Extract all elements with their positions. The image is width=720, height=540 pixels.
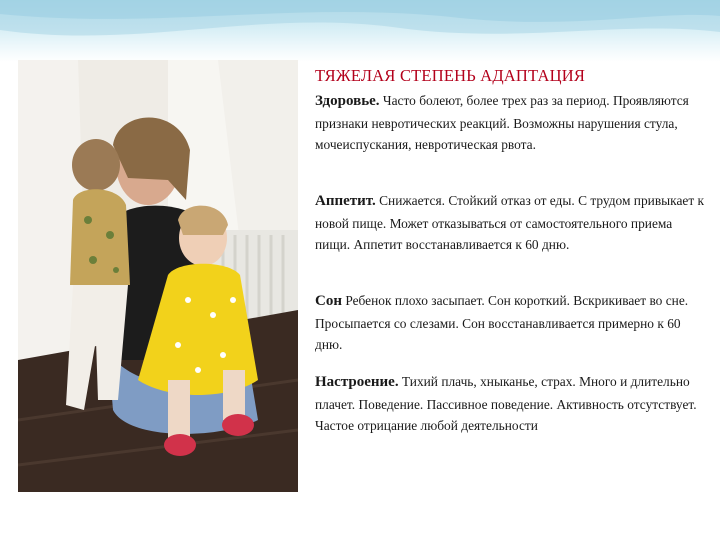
section-appetite	[315, 190, 710, 256]
slide-title: ТЯЖЕЛАЯ СТЕПЕНЬ АДАПТАЦИЯ	[315, 66, 586, 85]
section-sleep	[315, 290, 710, 356]
section-heading: Аппетит.	[315, 193, 376, 209]
section-text: Тихий плачь, хныканье, страх. Много и длительно плачет. Поведение. Пассивное поведение. Активность отсутствует. Частое отрицание любой деятельности	[315, 374, 697, 433]
section-heading: Здоровье.	[315, 93, 380, 109]
photo-mother-with-children	[18, 60, 298, 492]
section-heading: Настроение.	[315, 374, 399, 390]
section-text: Снижается. Стойкий отказ от еды. С трудом привыкает к новой пище. Может отказываться от самостоятельного приема пищи. Аппетит восстанавливается к 60 дню.	[315, 193, 705, 252]
decorative-header-band	[0, 0, 720, 62]
wave-decoration	[0, 0, 720, 62]
section-text: Часто болеют, более трех раз за период. Проявляются признаки невротических реакций. Возможны нарушения стула, мочеиспускания, невротическая рвота.	[315, 93, 689, 152]
section-mood	[315, 371, 710, 437]
section-heading: Сон	[315, 293, 342, 309]
section-health	[315, 90, 710, 156]
section-text: Ребенок плохо засыпает. Сон короткий. Вскрикивает во сне. Просыпается со слезами. Сон восстанавливается примерно к 60 дню.	[315, 293, 689, 352]
